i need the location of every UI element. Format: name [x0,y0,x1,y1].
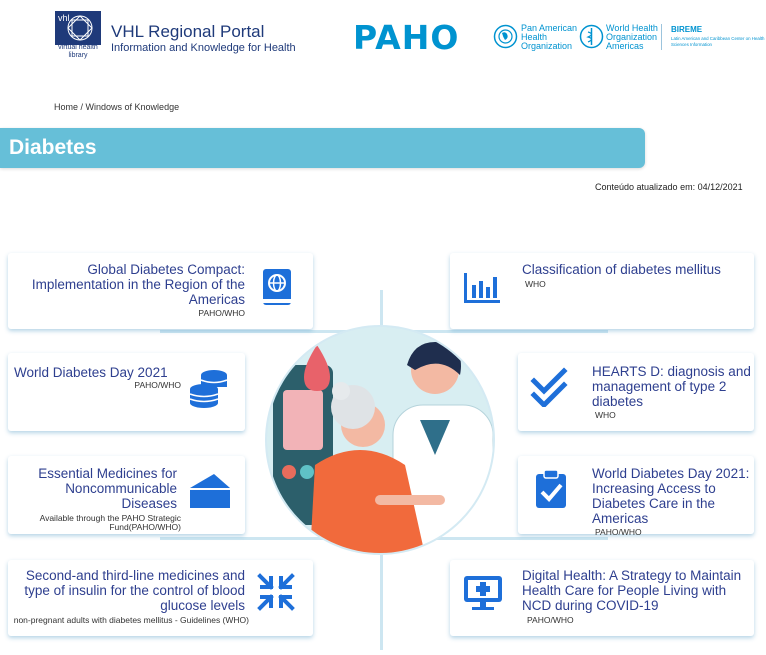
card-title: Digital Health: A Strategy to Maintain Health Care for People Living with NCD during COVID-19 [522,568,742,613]
vhl-portal-title[interactable]: VHL Regional Portal [111,22,265,41]
breadcrumb-separator: / [78,102,86,112]
card-digital-health[interactable] [450,560,754,636]
paho-org-name: Pan American Health Organization [521,23,578,51]
card-title: Classification of diabetes mellitus [522,262,721,277]
card-source: WHO [595,410,616,420]
vhl-logo[interactable] [55,11,101,45]
clipboard-check-icon [532,468,572,508]
bireme-subtitle: Latin American and Caribbean Center on Health Sciences Information [671,36,765,47]
card-world-diabetes-day-2021[interactable] [8,353,245,431]
vhl-logo-caption: virtual health library [58,44,98,59]
card-source: WHO [525,279,546,289]
card-title: Second-and third-line medicines and type of insulin for the control of blood glucose levels [24,568,245,613]
card-title: World Diabetes Day 2021: Increasing Access to Diabetes Care in the Americas [592,466,750,526]
vhl-portal-subtitle: Information and Knowledge for Health [111,42,296,54]
breadcrumb [54,102,179,112]
header-divider [661,24,662,50]
card-essential-medicines[interactable] [8,456,245,534]
card-source: PAHO/WHO [198,308,245,318]
card-source: Available through the PAHO Strategic Fund(PAHO/WHO) [39,513,181,532]
card-title: World Diabetes Day 2021 [14,365,168,380]
breadcrumb-current[interactable]: Windows of Knowledge [85,102,180,112]
page-title-bar [0,128,645,168]
card-hearts-d[interactable] [518,353,754,431]
updated-date: Conteúdo atualizado em: 04/12/2021 [595,182,743,192]
card-world-diabetes-day-access[interactable] [518,456,754,537]
coin-stack-icon [188,367,232,411]
card-source: PAHO/WHO [134,380,181,390]
globe-book-icon [257,267,297,307]
card-global-diabetes-compact[interactable] [8,253,313,329]
card-title: Global Diabetes Compact: Implementation in the Region of the Americas [31,262,245,307]
who-emblem-icon [579,24,604,49]
page-title: Diabetes [9,136,97,159]
card-source: PAHO/WHO [595,527,642,537]
breadcrumb-home-link[interactable]: Home [54,102,79,112]
cheese-icon [188,472,232,512]
paho-logo[interactable]: PAHO [353,18,460,57]
compress-arrows-icon [256,572,296,612]
card-classification-diabetes[interactable] [450,253,754,329]
double-check-icon [530,367,570,407]
card-source: non-pregnant adults with diabetes mellitus - Guidelines (WHO) [13,615,249,625]
who-org-name: World Health Organization Americas [606,23,658,51]
card-source: PAHO/WHO [527,615,574,625]
card-second-third-line-medicines[interactable] [8,560,313,636]
doctor-patient-illustration [255,325,505,555]
monitor-medical-icon [462,572,504,614]
card-title: Essential Medicines for Noncommunicable Diseases [38,466,177,511]
paho-emblem-icon [493,24,518,49]
bireme-logo[interactable]: BIREME [671,25,703,34]
card-title: HEARTS D: diagnosis and management of type 2 diabetes [592,364,751,409]
vhl-logo-text: vhl [58,13,70,23]
bar-chart-icon [462,267,502,307]
